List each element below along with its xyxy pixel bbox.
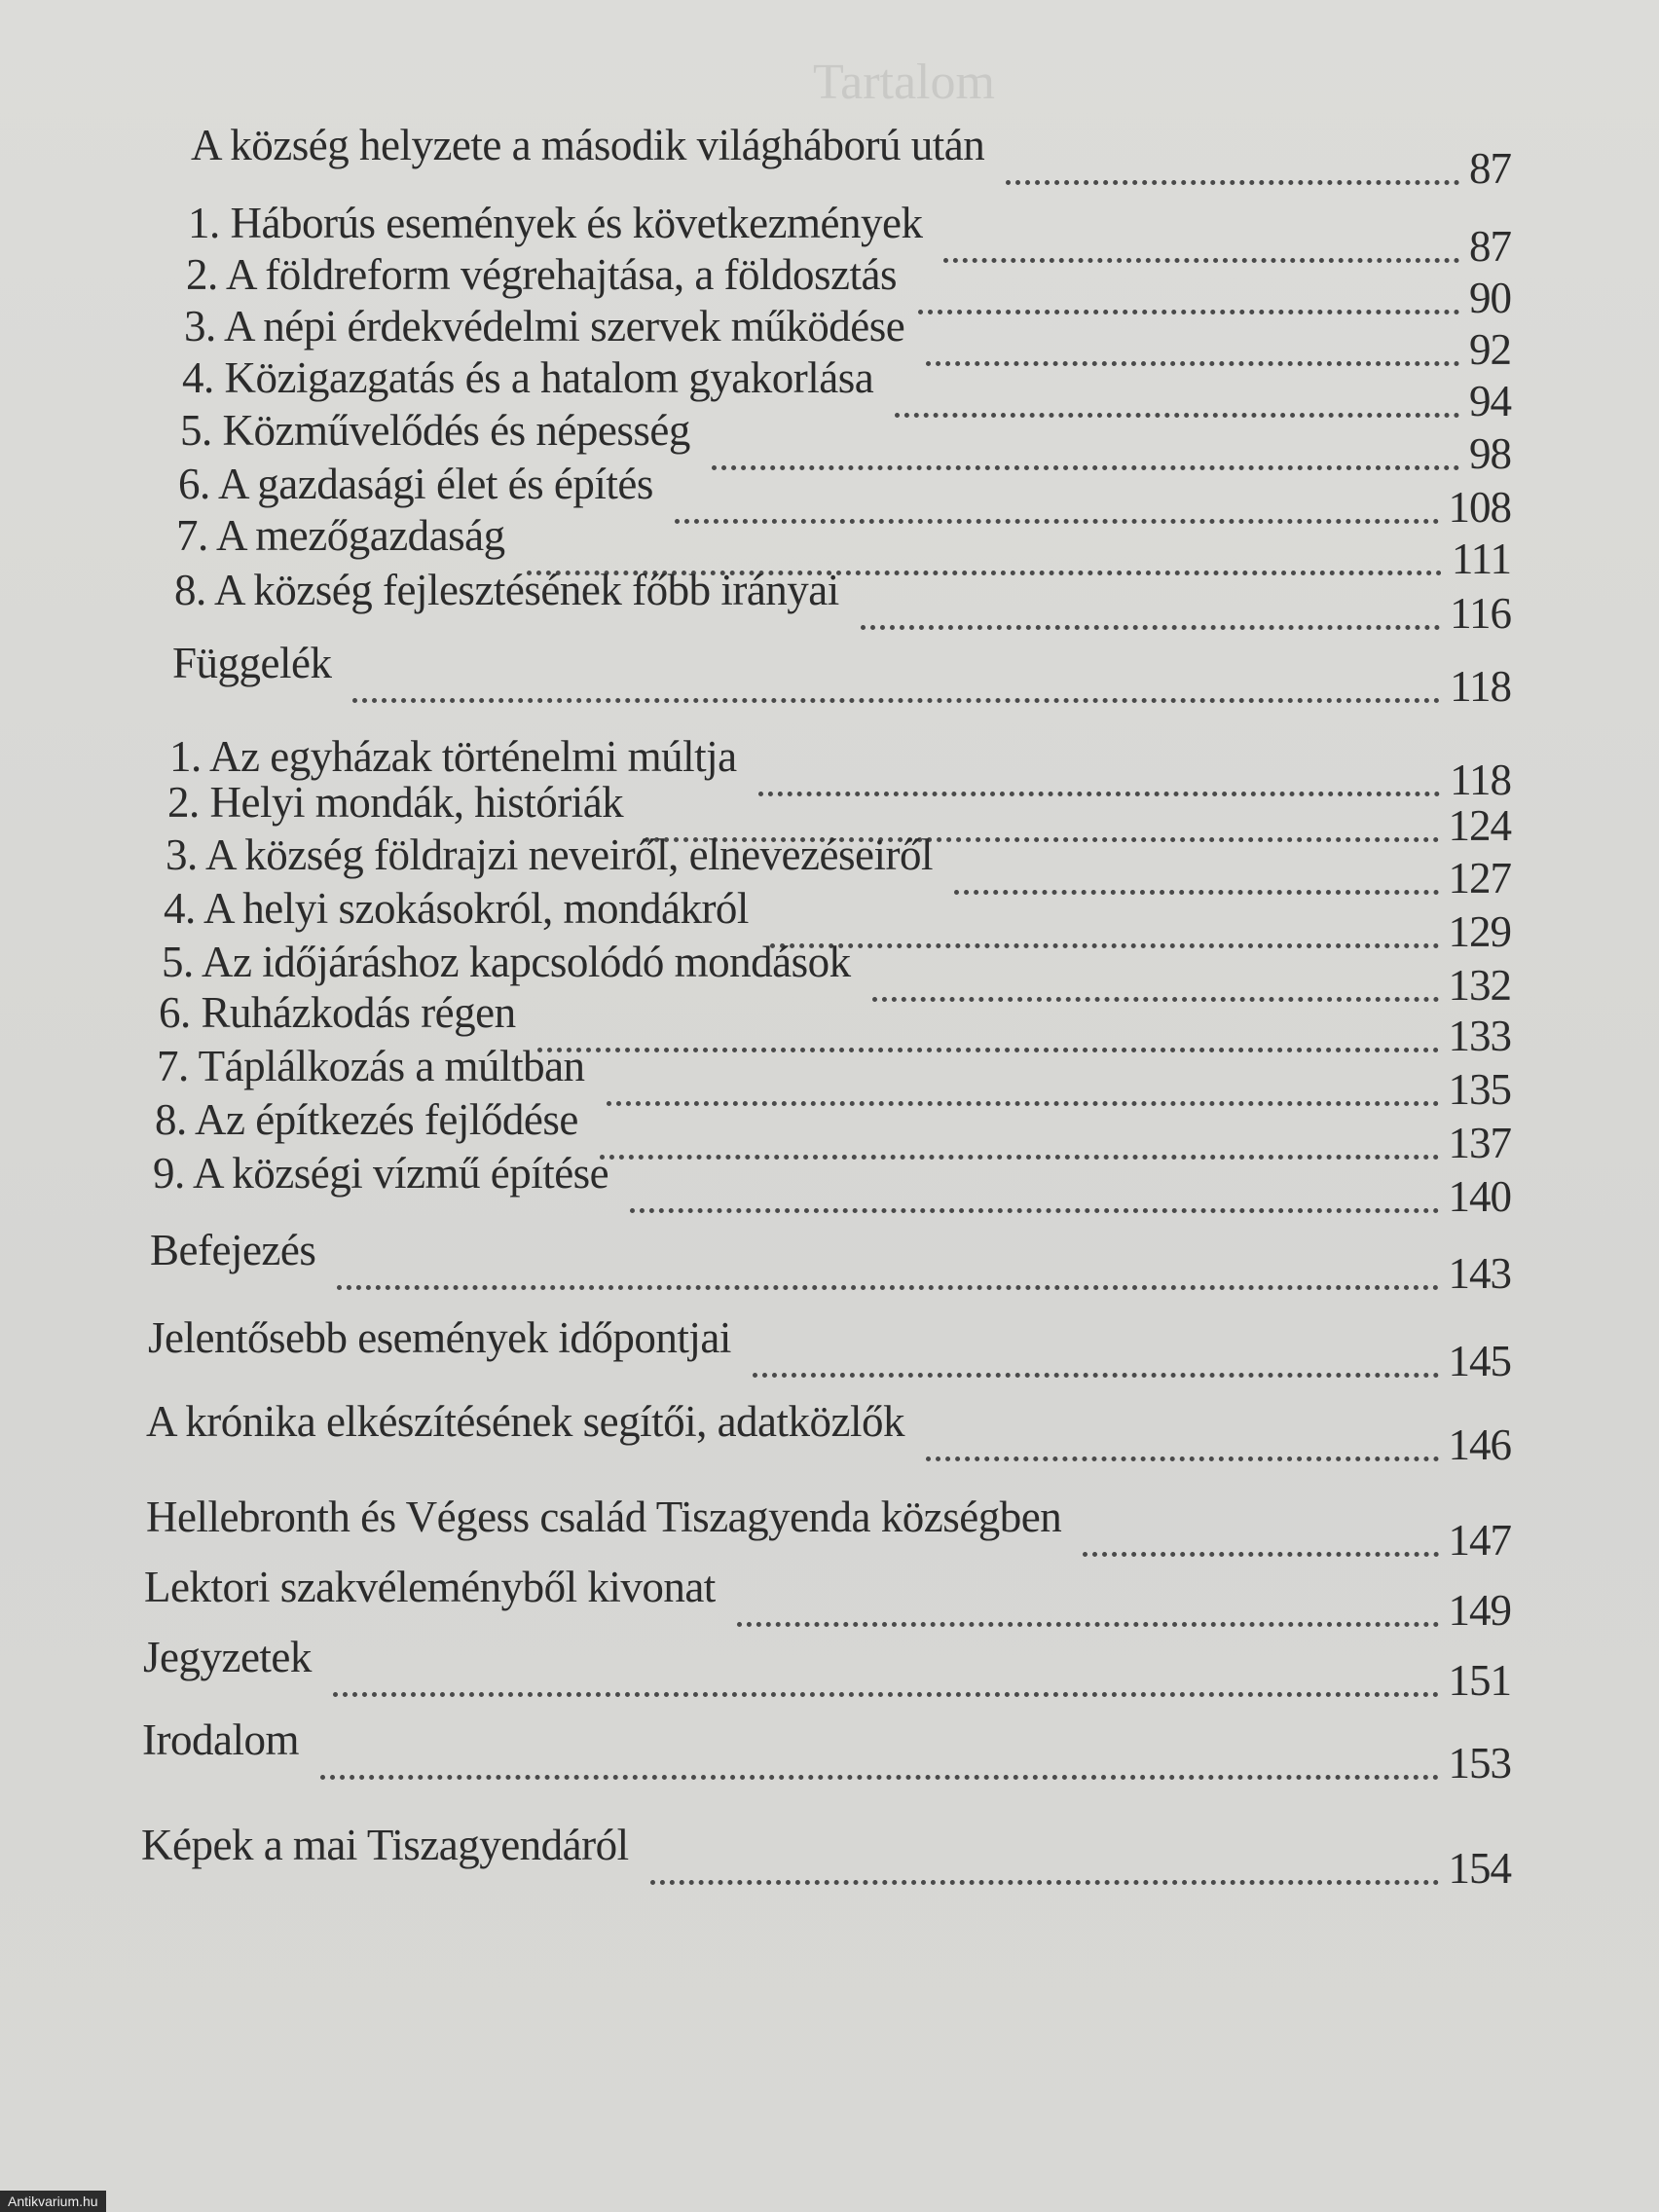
toc-entry-page: 137: [1448, 1119, 1511, 1167]
toc-entry: [188, 187, 1511, 271]
toc-entry: [186, 239, 1511, 322]
toc-entry-page: 143: [1448, 1249, 1511, 1298]
dot-leader: [333, 1692, 1439, 1697]
toc-entry-title: A krónika elkészítésének segítői, adatközlők: [146, 1397, 905, 1446]
toc-entry-title: Hellebronth és Végess család Tiszagyenda községben: [146, 1493, 1062, 1541]
toc-entry: [162, 926, 1511, 1010]
toc-entry-title: Képek a mai Tiszagyendáról: [141, 1821, 629, 1869]
toc-entry-title: 5. Közművelődés és népesség: [180, 406, 690, 455]
dot-leader: [630, 1208, 1438, 1213]
toc-entry-title: Befejezés: [150, 1226, 316, 1274]
toc-entry: [155, 1084, 1511, 1167]
toc-entry-title: 7. Táplálkozás a múltban: [157, 1042, 585, 1090]
show-through-title: Tartalom: [813, 55, 995, 110]
toc-entry-page: 98: [1469, 429, 1511, 478]
toc-entry-page: 135: [1448, 1065, 1511, 1114]
toc-entry: [148, 1302, 1511, 1385]
toc-entry-page: 94: [1469, 377, 1511, 425]
toc-entry-title: 7. A mezőgazdaság: [176, 511, 505, 560]
toc-entry-page: 149: [1448, 1586, 1511, 1635]
toc-entry-title: 4. A helyi szokásokról, mondákról: [164, 884, 749, 933]
toc-entry: [176, 499, 1511, 583]
toc-entry: [146, 1385, 1511, 1469]
dot-leader: [320, 1775, 1439, 1780]
toc-entry-page: 92: [1469, 325, 1511, 374]
toc-entry-title: Lektori szakvéleményből kivonat: [144, 1563, 716, 1611]
toc-entry: [166, 819, 1511, 903]
toc-entry: [167, 766, 1511, 850]
toc-entry-title: 6. Ruházkodás régen: [159, 988, 516, 1037]
dot-leader: [1006, 180, 1459, 185]
toc-entry: [150, 1214, 1511, 1298]
toc-entry-page: 116: [1450, 589, 1511, 638]
dot-leader: [926, 1456, 1438, 1461]
dot-leader: [753, 1373, 1439, 1378]
toc-entry-title: 3. A község földrajzi neveiről, elnevezéseiről: [166, 830, 933, 879]
toc-entry-page: 140: [1448, 1172, 1511, 1221]
toc-entry-page: 146: [1448, 1420, 1511, 1469]
toc-entry-title: 6. A gazdasági élet és építés: [178, 460, 653, 508]
toc-entry: [191, 109, 1511, 193]
toc-entry-title: Függelék: [172, 639, 332, 687]
toc-entry-title: Jelentősebb események időpontjai: [148, 1313, 731, 1362]
toc-entry: [164, 872, 1511, 956]
toc-entry-title: 1. Az egyházak történelmi múltja: [169, 732, 737, 781]
toc-entry-page: 111: [1451, 535, 1511, 583]
toc-entry: [184, 290, 1511, 374]
toc-entry: [146, 1481, 1511, 1565]
toc-entry: [182, 342, 1511, 425]
toc-entry: [180, 394, 1511, 478]
toc-entry-title: 5. Az időjáráshoz kapcsolódó mondások: [162, 938, 851, 986]
toc-entry-title: A község helyzete a második világháború után: [191, 121, 985, 169]
toc-entry-page: 124: [1448, 801, 1511, 850]
toc-entry-page: 145: [1448, 1337, 1511, 1385]
toc-entry-title: 9. A községi vízmű építése: [153, 1149, 609, 1198]
toc-entry-page: 87: [1469, 144, 1511, 193]
toc-entry-title: 2. Helyi mondák, históriák: [167, 778, 624, 827]
toc-entry-page: 154: [1448, 1844, 1511, 1893]
toc-entry-title: Irodalom: [142, 1715, 299, 1764]
toc-entry-page: 147: [1448, 1516, 1511, 1565]
toc-entry-title: 4. Közigazgatás és a hatalom gyakorlása: [182, 353, 874, 402]
dot-leader: [352, 698, 1440, 703]
toc-entry-page: 153: [1448, 1739, 1511, 1788]
toc-entry-page: 108: [1448, 483, 1511, 532]
toc-entry: [144, 1551, 1511, 1635]
toc-entry-page: 151: [1448, 1656, 1511, 1705]
toc-entry-page: 87: [1469, 222, 1511, 271]
toc-entry-title: 8. A község fejlesztésének főbb irányai: [174, 566, 839, 614]
toc-entry: [153, 1137, 1511, 1221]
toc-entry: [172, 627, 1511, 711]
toc-entry-title: Jegyzetek: [143, 1633, 312, 1681]
watermark: Antikvarium.hu: [0, 2191, 106, 2212]
dot-leader: [337, 1285, 1438, 1290]
toc-entry: [159, 977, 1511, 1060]
toc-entry-page: 90: [1469, 274, 1511, 322]
toc-entry-page: 127: [1448, 854, 1511, 903]
toc-entry-title: 2. A földreform végrehajtása, a földosztás: [186, 250, 898, 299]
toc-entry-page: 133: [1448, 1012, 1511, 1060]
toc-entry-title: 1. Háborús események és következmények: [188, 199, 923, 247]
toc-entry-title: 8. Az építkezés fejlődése: [155, 1095, 578, 1144]
toc-entry-page: 118: [1450, 662, 1511, 711]
toc-entry: [141, 1809, 1511, 1893]
toc-entry-page: 132: [1448, 961, 1511, 1010]
dot-leader: [650, 1880, 1439, 1885]
toc-entry: [143, 1621, 1511, 1705]
toc-entry: [157, 1030, 1511, 1114]
toc-entry-page: 118: [1450, 756, 1511, 804]
toc-entry-page: 129: [1448, 907, 1511, 956]
toc-entry: [174, 554, 1511, 638]
toc-entry-title: 3. A népi érdekvédelmi szervek működése: [184, 302, 905, 350]
toc-entry: [178, 448, 1511, 532]
toc-entry: [142, 1704, 1511, 1788]
